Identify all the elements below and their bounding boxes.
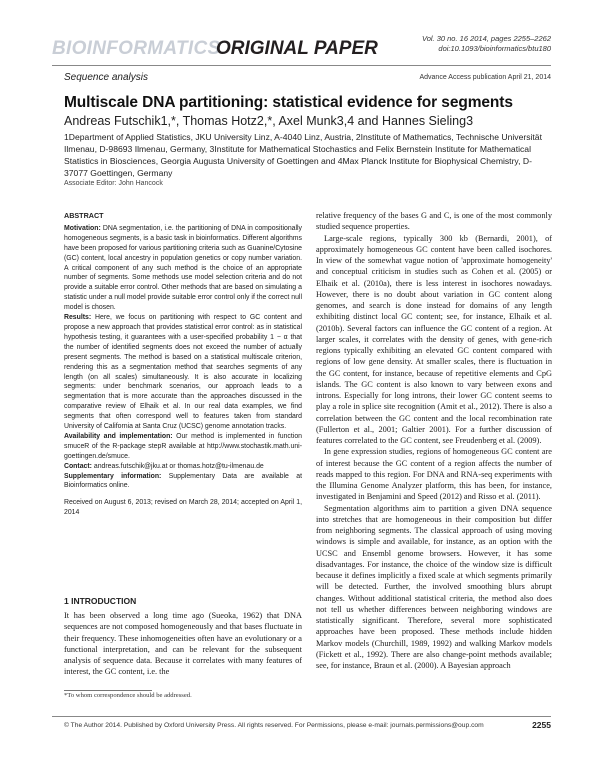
footnote: *To whom correspondence should be addressed. [64,692,192,699]
received-dates: Received on August 6, 2013; revised on March 28, 2014; accepted on April 1, 2014 [64,499,302,517]
contact-label: Contact: [64,462,92,470]
right-paragraph-2: Large-scale regions, typically 300 kb (Bernardi, 2001), of approximately homogeneous GC content have been called isochores. In view of the somewhat vague notion of 'approximate homogeneity' and conceptual criticism in studies such as Cohen et al. (2005) or Elhaik et al. (2010a), there is less interest in isochores nowadays. However, there is no doubt about variation in GC content along genomes, and search is done instead for domains of any length exhibiting distinct local GC content; see, for instance, Elhaik et al. (2010b). Several factors can influence the GC content of a region. At larger scales, it correlates with the density of genes, with gene-rich regions typically exhibiting an elevated GC content compared with regions of low gene density. At smaller scales, there is fluctuation in the GC content, for instance, because of repetitive elements and CpG islands. The GC content is also known to vary between exons and introns. Especially for long introns, their lower GC content seems to play a role in splice site recognition (Amit et al., 2012). There is also a correlation between the GC content and the local recombination rate (Fullerton et al., 2001; Galtier 2001). For a further discussion of features correlated to the GC content, see Freudenberg et al. (2009). [316,233,552,445]
associate-editor: Associate Editor: John Hancock [64,180,163,187]
supplementary-label: Supplementary information: [64,472,162,480]
right-paragraph-4: Segmentation algorithms aim to partition a given DNA sequence into stretches that are homogeneous in their composition but differ from neighboring segments. The classical approach of using moving windows is simple and available, for instance, as an option with the UCSC and Ensembl genome browsers. However, it has some disadvantages. For instance, the choice of the window size is difficult because it defines implicitly a fixed scale at which segments primarily will be detected. Further, the involved smoothing blurs abrupt changes. Without additional statistical criteria, the method also does not tell us whether differences between neighboring windows are statistically significant. Therefore, several more sophisticated approaches have been proposed. These methods include hidden Markov models (Churchill, 1989, 1992) and walking Markov models (Fickett et al., 1992). There are also change-point methods available; see, for instance, Braun et al. (2000). A Bayesian approach [316,503,552,670]
volume-line: Vol. 30 no. 16 2014, pages 2255–2262 [421,34,551,43]
header-rule [52,65,551,66]
affiliations: 1Department of Applied Statistics, JKU University Linz, A-4040 Linz, Austria, 2Institute of Mathematics, Technische Universität Ilmenau, D-98693 Ilmenau, Germany, 3Institute for Mathematical Stochastics and Felix Bernstein Institute for Mathematical Statistics in Biosciences, Georgia Augusta University of Goettingen and 4Max Planck Institute for Biophysical Chemistry, D-37077 Goettingen, Germany [64,132,542,178]
volume-info [422,34,551,54]
doi-line[interactable]: doi:10.1093/bioinformatics/btu180 [438,44,551,53]
author-list: Andreas Futschik1,*, Thomas Hotz2,*, Axel Munk3,4 and Hannes Sieling3 [64,114,474,128]
contact-text[interactable]: andreas.futschik@jku.at or thomas.hotz@tu-ilmenau.de [91,462,264,470]
supplementary-text: Supplementary Data are available at Bioinformatics online. [64,472,302,490]
right-paragraph-1: relative frequency of the bases G and C, is one of the most commonly studied sequence properties. [316,211,552,232]
abstract-heading: ABSTRACT [64,211,104,220]
results-label: Results: [64,314,92,322]
introduction-heading: 1 INTRODUCTION [64,596,137,606]
copyright-notice: © The Author 2014. Published by Oxford University Press. All rights reserved. For Permissions, please e-mail: journals.permissions@oup.com [64,722,484,729]
footnote-rule [64,690,152,691]
section-label: Sequence analysis [64,72,148,83]
availability-label: Availability and implementation: [64,432,173,440]
motivation-text: DNA segmentation, i.e. the partitioning of DNA in compositionally homogeneous segments, is a basic task in bioinformatics. Different algorithms have been proposed for various partitioning criteria such as Guanine/Cytosine (GC) content, local ancestry in population genetics or copy number variation. A critical component of any such method is the choice of an appropriate number of segments. Some methods use model selection criteria and do not provide a suitable error control. Other methods that are based on simulating a statistic under a null model provide suitable error control only if the correct null model is chosen. [64,224,302,312]
abstract-availability [64,432,302,462]
footer-rule [52,716,551,717]
paper-title: Multiscale DNA partitioning: statistical evidence for segments [64,94,513,111]
abstract-contact [64,462,302,472]
results-text: Here, we focus on partitioning with respect to GC content and propose a new approach that provides statistical error control: as in statistical hypothesis testing, it guarantees with a user-specified probability 1 − α that the number of identified segments does not exceed the number of actually present segments. The method is based on a statistical multiscale criterion, rendering this as a segmentation method that searches segments of any length (on all scales) simultaneously. It is also accurate in localizing segments: under benchmark scenarios, our approach leads to a segmentation that is more accurate than the approaches discussed in the comparative review of Elhaik et al. In our real data examples, we find segments that often correspond well to features taken from standard University of California at Santa Cruz (UCSC) genome annotation tracks. [64,314,302,431]
right-paragraph-3: In gene expression studies, regions of homogeneous GC content are of interest because the GC content of a region affects the number of reads mapped to this region. For DNA and RNA-seq experiments with the Illumina Genome Analyzer platform, this has been, for instance, investigated in Benjamini and Speed (2012) and Risso et al. (2011). [316,447,552,502]
abstract [64,211,302,518]
right-column [316,210,552,671]
abstract-motivation [64,224,302,313]
advance-access-note: Advance Access publication April 21, 2014 [419,74,551,81]
abstract-results [64,313,302,432]
introduction-text: It has been observed a long time ago (Sueoka, 1962) that DNA sequences are not composed homogeneously and that bases fluctuate in their frequency. These inhomogeneities often have an evolutionary or a functional interpretation, and can be relevant for the subsequent analysis of sequence data. Because it correlates with many features of interest, the GC content, i.e. the [64,611,302,677]
abstract-supplementary [64,472,302,492]
motivation-label: Motivation: [64,224,101,232]
paper-type: ORIGINAL PAPER [216,38,378,59]
spacer [64,491,302,498]
page-number: 2255 [532,720,551,730]
journal-name: BIOINFORMATICS [52,38,221,59]
availability-text[interactable]: Our method is implemented in function smuceR of the R-package stepR available at http://www.stochastik.math.uni-goettingen.de/smuce. [64,432,302,460]
